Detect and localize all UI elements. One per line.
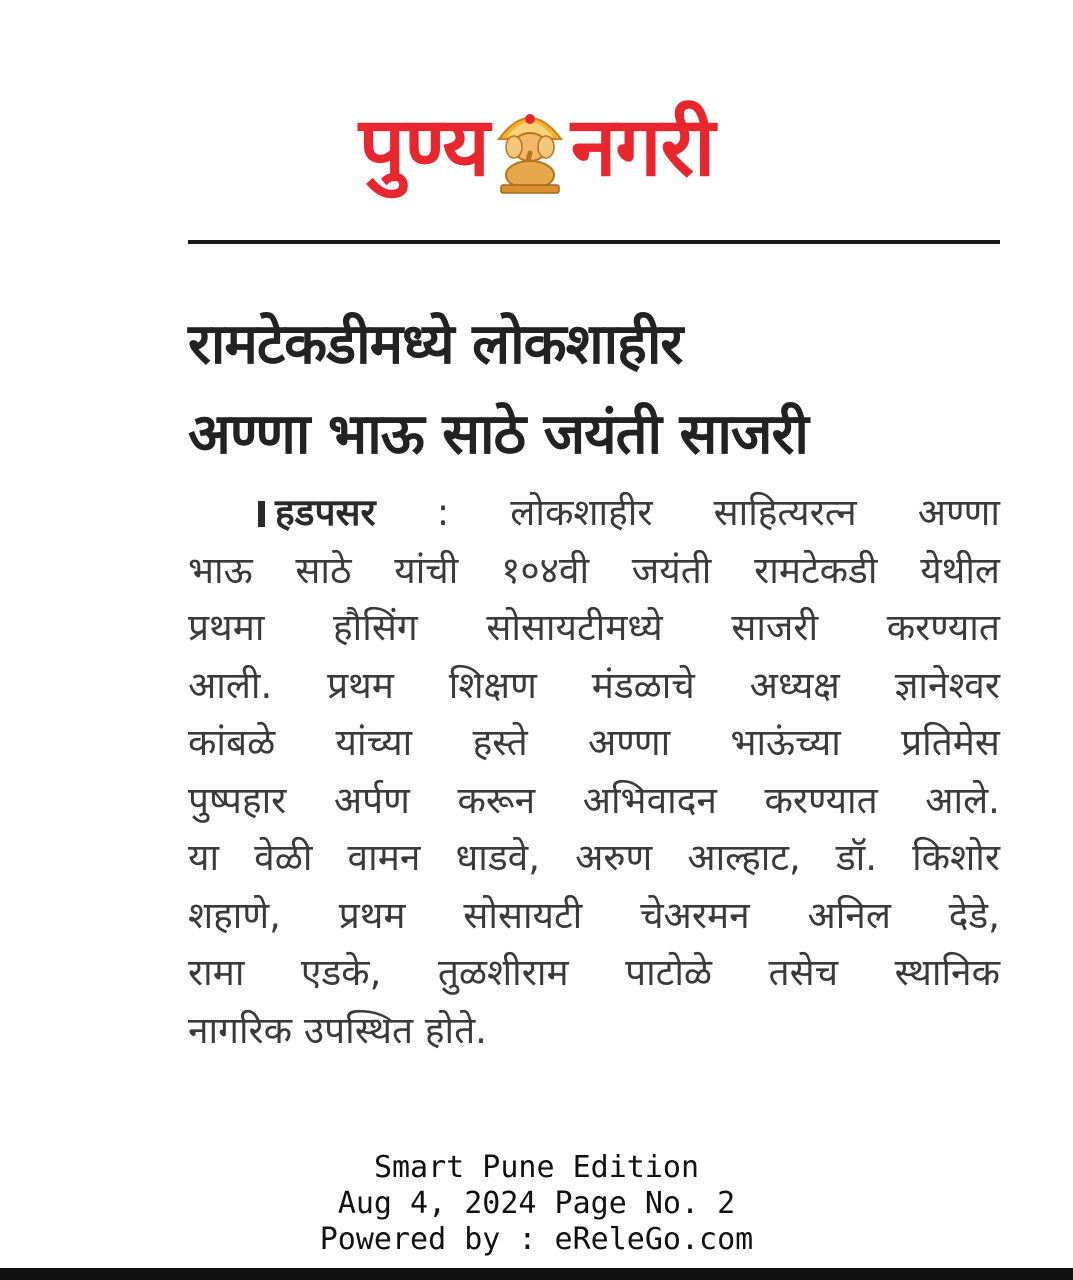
body-word: आल्हाट,: [687, 836, 801, 879]
body-word: चेअरमन: [640, 893, 750, 937]
body-word: तसेच: [768, 951, 839, 994]
body-word: करण्यात: [764, 778, 878, 822]
masthead-divider: [188, 240, 1000, 244]
body-word: तुळशीराम: [437, 951, 569, 994]
body-word: देडे,: [948, 893, 1000, 937]
body-word: साहित्यरत्न: [713, 491, 857, 534]
article-headline: [188, 300, 1018, 480]
edition-footer: [0, 1150, 1073, 1258]
body-word: हौसिंग: [333, 606, 418, 649]
body-word: शहाणे,: [188, 893, 281, 937]
body-word: हस्ते: [472, 721, 528, 764]
body-line: [188, 829, 1000, 887]
body-line: [188, 772, 1000, 830]
body-word: १०४वी: [501, 548, 590, 592]
body-word: आली.: [188, 663, 273, 707]
body-word: प्रथम: [338, 893, 406, 937]
body-line: [188, 657, 1000, 715]
body-word: एडके,: [300, 951, 382, 994]
body-word: प्रतिमेस: [901, 721, 1000, 764]
edition-name: Smart Pune Edition: [373, 1150, 700, 1185]
body-line: [188, 599, 1000, 657]
body-word: मंडळाचे: [591, 663, 695, 707]
body-word: प्रथमा: [188, 606, 265, 649]
body-line: [188, 1002, 1000, 1060]
body-word: स्थानिक: [894, 951, 1000, 994]
dateline-marker: [258, 501, 265, 527]
dateline-place: हडपसर: [275, 491, 376, 534]
body-word: अरुण: [575, 836, 653, 879]
body-word: रामा: [188, 951, 245, 994]
body-word: अनिल: [807, 893, 891, 937]
body-word: अण्णा: [587, 721, 671, 764]
body-word: भाऊंच्या: [730, 721, 841, 764]
body-word: यांची: [394, 548, 459, 592]
headline-line: रामटेकडीमध्ये लोकशाहीर: [188, 312, 683, 377]
body-word: नागरिक उपस्थित होते.: [188, 1008, 487, 1052]
body-word: या: [188, 836, 220, 879]
body-word: धाडवे,: [455, 836, 540, 879]
dateline-separator: :: [436, 491, 450, 534]
body-word: रामटेकडी: [754, 548, 878, 592]
body-word: अध्यक्ष: [749, 663, 840, 707]
body-word: सोसायटीमध्ये: [486, 606, 663, 649]
body-line: [188, 944, 1000, 1002]
ganesha-emblem-icon: [493, 99, 567, 197]
bottom-bar: [0, 1268, 1073, 1280]
masthead-title-left: पुण्य: [358, 100, 489, 195]
body-word: सोसायटी: [463, 893, 583, 937]
body-word: किशोर: [912, 836, 1000, 879]
body-line: [188, 484, 1000, 542]
body-word: लोकशाहीर: [510, 491, 653, 534]
body-word: साठे: [295, 548, 352, 592]
body-word: करण्यात: [886, 606, 1000, 649]
article-body: [188, 484, 1000, 1059]
body-word: डॉ.: [835, 836, 877, 879]
body-word: आले.: [925, 778, 1000, 822]
body-word: भाऊ: [188, 548, 253, 592]
body-word: येथील: [920, 548, 1000, 592]
body-word: जयंती: [631, 548, 712, 592]
body-line: [188, 714, 1000, 772]
body-word: अर्पण: [333, 778, 410, 822]
powered-by: Powered by : eReleGo.com: [319, 1222, 754, 1257]
body-line: [188, 887, 1000, 945]
body-word: अण्णा: [917, 491, 1000, 534]
masthead-title-right: नगरी: [570, 100, 715, 195]
body-line: [188, 542, 1000, 600]
body-word: यांच्या: [335, 721, 413, 764]
edition-date-page: Aug 4, 2024 Page No. 2: [337, 1186, 736, 1221]
body-word: वेळी: [254, 836, 313, 879]
body-word: अभिवादन: [582, 778, 717, 822]
masthead: [0, 88, 1073, 208]
dateline: [258, 484, 376, 542]
body-word: शिक्षण: [448, 663, 537, 707]
body-word: साजरी: [731, 606, 819, 649]
body-word: पुष्पहार: [188, 778, 287, 822]
body-word: करून: [457, 778, 536, 822]
body-word: प्रथम: [327, 663, 394, 707]
body-word: ज्ञानेश्वर: [894, 663, 1000, 707]
body-word: कांबळे: [188, 721, 276, 764]
body-word: वामन: [347, 836, 421, 879]
headline-line: अण्णा भाऊ साठे जयंती साजरी: [188, 402, 808, 467]
body-word: पाटोळे: [625, 951, 713, 994]
